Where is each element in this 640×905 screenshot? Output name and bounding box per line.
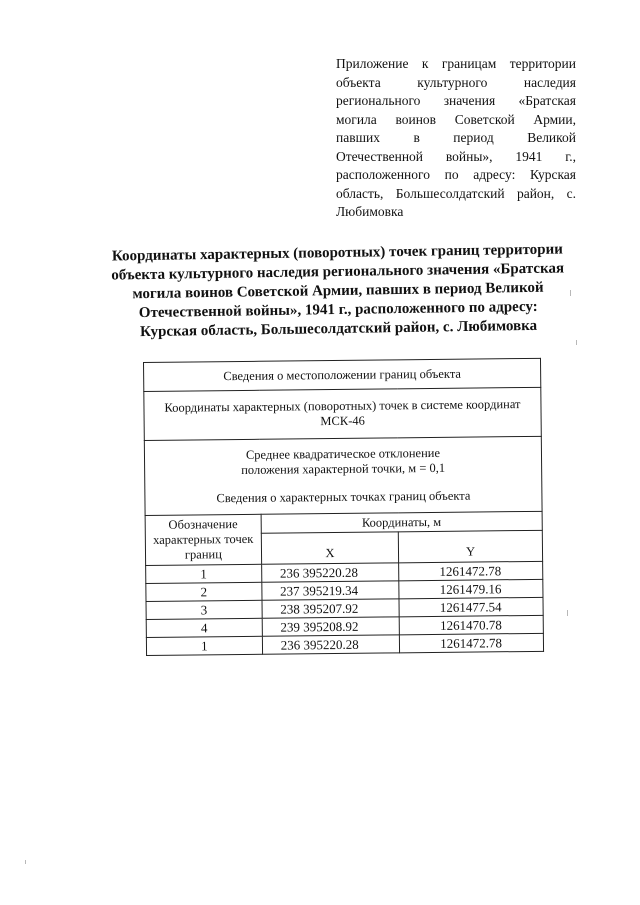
- scan-speck: [25, 860, 26, 864]
- table-row: [144, 387, 541, 440]
- coordinate-x: 239 395208.92: [262, 617, 400, 636]
- column-header-coordinates: Координаты, м: [261, 511, 542, 533]
- point-number: 3: [146, 600, 262, 619]
- point-number: 1: [146, 564, 262, 583]
- coordinate-x: 237 395219.34: [262, 581, 400, 600]
- title-line: Курская область, Большесолдатский район, с. Любимовка: [139, 317, 538, 341]
- title-line: Отечественной войны», 1941 г., расположенного по адресу:: [138, 298, 538, 322]
- appendix-note: Приложение к границам территории объекта культурного наследия регионального значения «Братская могила воинов Советской Армии, павших в период Великой Отечественной войны», 1941 г., расположенного по адресу: Курская область, Большесолдатский район, с. Любимовка: [336, 56, 576, 219]
- accuracy-cell: [144, 436, 542, 515]
- coordinate-x: 238 395207.92: [262, 599, 400, 618]
- coordinate-y: 1261479.16: [399, 579, 543, 599]
- document-title: [99, 240, 576, 342]
- table-row: [144, 436, 542, 515]
- point-number: 2: [146, 582, 262, 601]
- coordinate-y: 1261477.54: [399, 597, 543, 617]
- coordinate-x: 236 395220.28: [261, 563, 399, 582]
- coordinate-x: 236 395220.28: [262, 635, 400, 654]
- coordinate-y: 1261472.78: [400, 633, 544, 653]
- location-header: Сведения о местоположении границ объекта: [144, 358, 541, 391]
- title-line: объекта культурного наследия регионального значения «Братская: [111, 260, 565, 284]
- points-header: Сведения о характерных точках границ объекта: [216, 488, 471, 506]
- coordinate-y: 1261470.78: [399, 615, 543, 635]
- column-header-x: X: [261, 532, 399, 564]
- coordinate-system-cell: [144, 387, 541, 440]
- coordinate-system-text: Координаты характерных (поворотных) точек в системе координат: [164, 397, 521, 415]
- point-number: 4: [146, 618, 262, 637]
- table-row: [144, 358, 541, 391]
- scan-speck: [567, 610, 568, 616]
- column-header-point: Обозначение характерных точек границ: [145, 514, 261, 565]
- scan-speck: [570, 290, 571, 296]
- coordinates-table: [143, 358, 544, 656]
- accuracy-value: положения характерной точки, м = 0,1: [241, 460, 446, 477]
- coordinate-y: 1261472.78: [399, 561, 543, 581]
- title-line: могила воинов Советской Армии, павших в период Великой: [132, 279, 544, 303]
- scan-speck: [576, 340, 577, 345]
- title-line: Координаты характерных (поворотных) точек границ территории: [111, 241, 563, 265]
- coordinate-system-code: МСК-46: [320, 413, 365, 429]
- accuracy-text: Среднее квадратическое отклонение: [245, 445, 441, 462]
- table-row: [146, 633, 543, 655]
- point-number: 1: [146, 636, 262, 655]
- column-header-y: Y: [399, 530, 543, 563]
